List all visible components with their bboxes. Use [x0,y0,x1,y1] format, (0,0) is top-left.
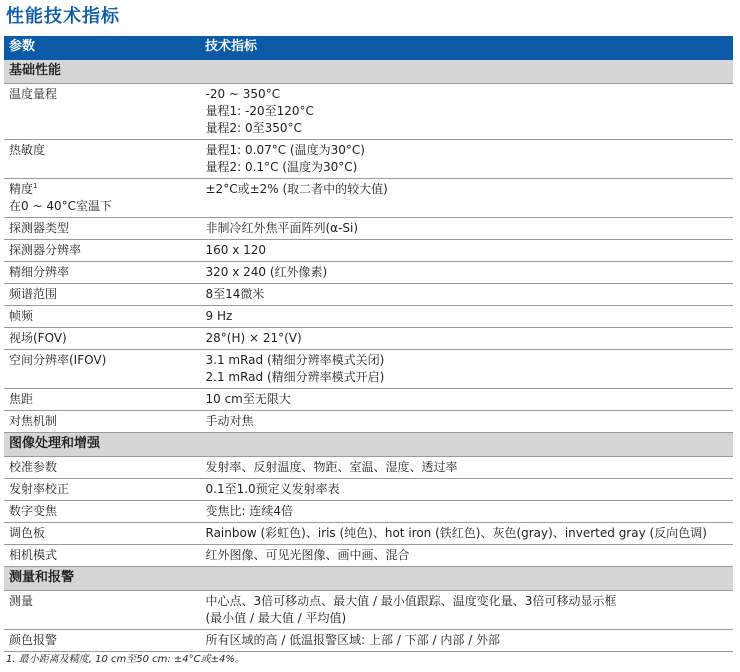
spec-cell [200,389,733,411]
param-cell [4,262,200,284]
param-label: 空间分辨率(IFOV) [9,353,107,367]
param-label: 精细分辨率 [9,265,70,279]
param-cell [4,523,200,545]
spec-line: 9 Hz [205,309,233,323]
section-row [4,60,733,84]
param-label: 温度量程 [9,87,58,101]
table-row [4,240,733,262]
spec-line: 0.1至1.0预定义发射率表 [205,482,340,496]
spec-cell [200,630,733,652]
table-row [4,545,733,567]
spec-cell [200,328,733,350]
spec-line: 2.1 mRad (精细分辨率模式开启) [205,370,385,384]
spec-cell [200,240,733,262]
param-cell [4,284,200,306]
param-cell [4,457,200,479]
param-cell [4,328,200,350]
table-row [4,350,733,389]
spec-line: 手动对焦 [205,414,254,428]
param-cell [4,591,200,630]
spec-line: 变焦比: 连续4倍 [205,504,293,518]
section-title: 基础性能 [4,60,733,84]
spec-line: (最小值 / 最大值 / 平均值) [205,611,347,625]
spec-cell [200,140,733,179]
param-cell [4,218,200,240]
header-spec: 技术指标 [200,36,733,60]
spec-cell [200,545,733,567]
param-label: 发射率校正 [9,482,70,496]
param-label: 相机模式 [9,548,58,562]
param-label: 频谱范围 [9,287,58,301]
table-row [4,501,733,523]
spec-cell [200,411,733,433]
spec-cell [200,218,733,240]
param-cell [4,501,200,523]
spec-line: 量程2: 0至350°C [205,121,302,135]
spec-line: 发射率、反射温度、物距、室温、湿度、透过率 [205,460,458,474]
table-header-row [4,36,733,60]
param-label: 测量 [9,594,34,608]
param-cell [4,179,200,218]
table-row [4,389,733,411]
section-row [4,567,733,591]
param-label: 颜色报警 [9,633,58,647]
spec-line: 量程2: 0.1°C (温度为30°C) [205,160,358,174]
section-title: 测量和报警 [4,567,733,591]
page-title: 性能技术指标 [6,6,120,27]
param-label: 调色板 [9,526,46,540]
param-cell [4,240,200,262]
table-row [4,179,733,218]
spec-cell [200,284,733,306]
footnote-marker: 1 [33,182,38,190]
table-row [4,523,733,545]
param-cell [4,389,200,411]
spec-cell [200,523,733,545]
param-label: 视场(FOV) [9,331,67,345]
spec-line: 8至14微米 [205,287,265,301]
section-row [4,433,733,457]
spec-cell [200,457,733,479]
spec-line: ±2°C或±2% (取二者中的较大值) [205,182,388,196]
spec-line: 320 x 240 (红外像素) [205,265,328,279]
param-cell [4,479,200,501]
table-row [4,411,733,433]
spec-cell [200,262,733,284]
spec-line: 量程1: 0.07°C (温度为30°C) [205,143,365,157]
param-label: 焦距 [9,392,34,406]
spec-line: 非制冷红外焦平面阵列(α-Si) [205,221,359,235]
param-cell [4,306,200,328]
table-row [4,591,733,630]
param-cell [4,350,200,389]
spec-line: 10 cm至无限大 [205,392,291,406]
spec-line: 中心点、3倍可移动点、最大值 / 最小值跟踪、温度变化量、3倍可移动显示框 [205,594,617,608]
param-cell [4,545,200,567]
spec-line: -20 ~ 350°C [205,87,281,101]
spec-line: 3.1 mRad (精细分辨率模式关闭) [205,353,385,367]
spec-line: Rainbow (彩虹色)、iris (纯色)、hot iron (铁红色)、灰色(gray)、inverted gray (反向色调) [205,526,707,540]
spec-cell [200,591,733,630]
param-label: 对焦机制 [9,414,58,428]
table-row [4,328,733,350]
spec-line: 红外图像、可见光图像、画中画、混合 [205,548,410,562]
spec-cell [200,84,733,140]
param-cell [4,630,200,652]
table-row [4,218,733,240]
spec-line: 所有区域的高 / 低温报警区域: 上部 / 下部 / 内部 / 外部 [205,633,501,647]
param-label: 校准参数 [9,460,58,474]
spec-line: 量程1: -20至120°C [205,104,314,118]
footnote: 1. 最小距离及精度, 10 cm至50 cm: ±4°C或±4%。 [6,654,245,665]
spec-cell [200,501,733,523]
table-row [4,284,733,306]
spec-cell [200,179,733,218]
param-label: 探测器分辨率 [9,243,82,257]
param-cell [4,140,200,179]
spec-table-body [4,36,733,652]
spec-line: 160 x 120 [205,243,267,257]
table-row [4,84,733,140]
param-label: 帧频 [9,309,34,323]
table-row [4,306,733,328]
param-label: 数字变焦 [9,504,58,518]
param-label: 热敏度 [9,143,46,157]
spec-table [4,36,733,652]
spec-line: 28°(H) × 21°(V) [205,331,302,345]
spec-cell [200,306,733,328]
param-cell [4,411,200,433]
section-title: 图像处理和增强 [4,433,733,457]
table-row [4,457,733,479]
table-row [4,479,733,501]
table-row [4,140,733,179]
table-row [4,630,733,652]
table-row [4,262,733,284]
spec-cell [200,479,733,501]
header-param: 参数 [4,36,200,60]
spec-cell [200,350,733,389]
param-label: 探测器类型 [9,221,70,235]
param-cell [4,84,200,140]
param-label: 精度 [9,182,34,196]
param-condition: 在0 ~ 40°C室温下 [9,199,112,213]
